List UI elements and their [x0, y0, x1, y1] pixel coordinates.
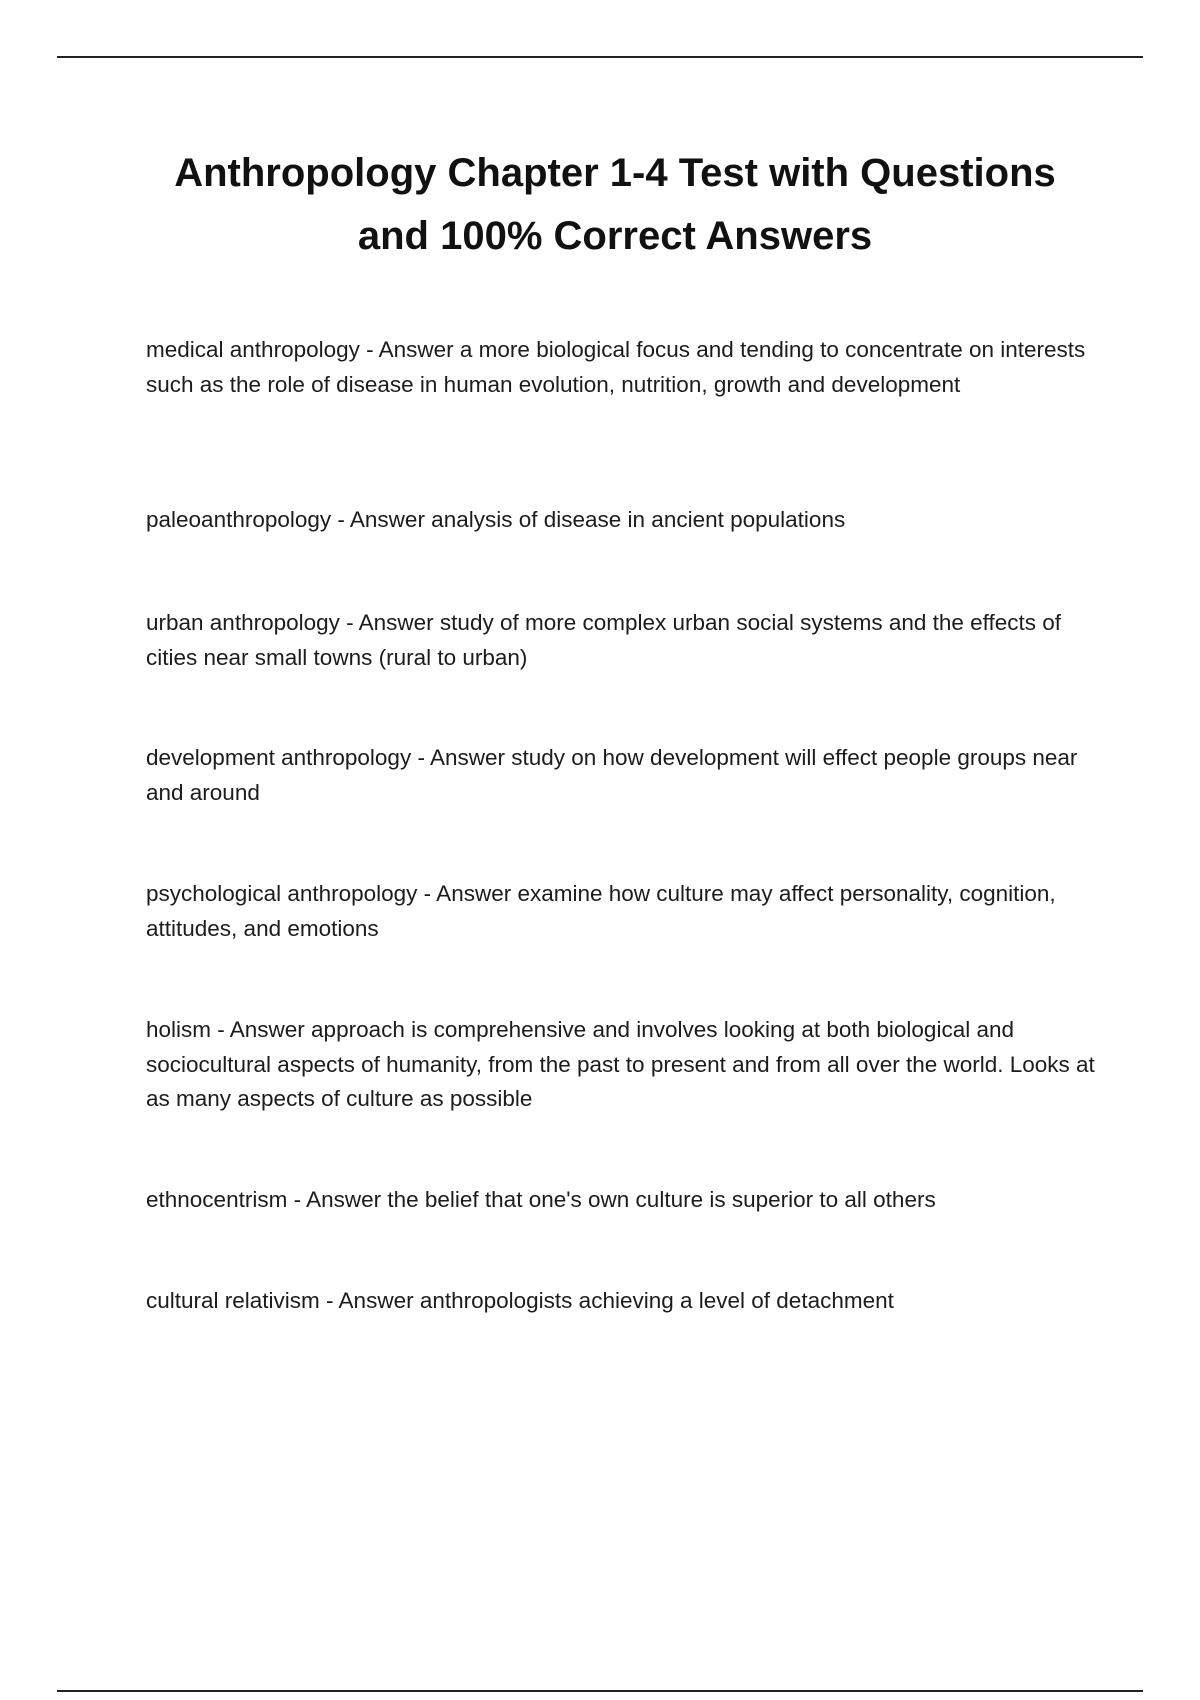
footer-rule	[57, 1690, 1143, 1692]
entry-development-anthropology: development anthropology - Answer study on how development will effect people groups near and around	[146, 745, 1078, 805]
entry-medical-anthropology: medical anthropology - Answer a more biological focus and tending to concentrate on interests such as the role of disease in human evolution, nutrition, growth and development	[146, 337, 1086, 397]
document-title: Anthropology Chapter 1-4 Test with Questions and 100% Correct Answers	[174, 151, 1056, 258]
entry-urban-anthropology: urban anthropology - Answer study of more complex urban social systems and the effects of cities near small towns (rural to urban)	[146, 610, 1062, 670]
entry-cultural-relativism: cultural relativism - Answer anthropologists achieving a level of detachment	[146, 1288, 894, 1313]
header-rule	[57, 56, 1143, 58]
entry-psychological-anthropology: psychological anthropology - Answer examine how culture may affect personality, cognition, attitudes, and emotions	[146, 881, 1056, 941]
entry-holism: holism - Answer approach is comprehensive and involves looking at both biological and sociocultural aspects of humanity, from the past to present and from all over the world. Looks at as many aspects of culture as possible	[146, 1017, 1095, 1111]
entry-paleoanthropology: paleoanthropology - Answer analysis of disease in ancient populations	[146, 507, 846, 532]
entry-ethnocentrism: ethnocentrism - Answer the belief that one's own culture is superior to all others	[146, 1187, 936, 1212]
